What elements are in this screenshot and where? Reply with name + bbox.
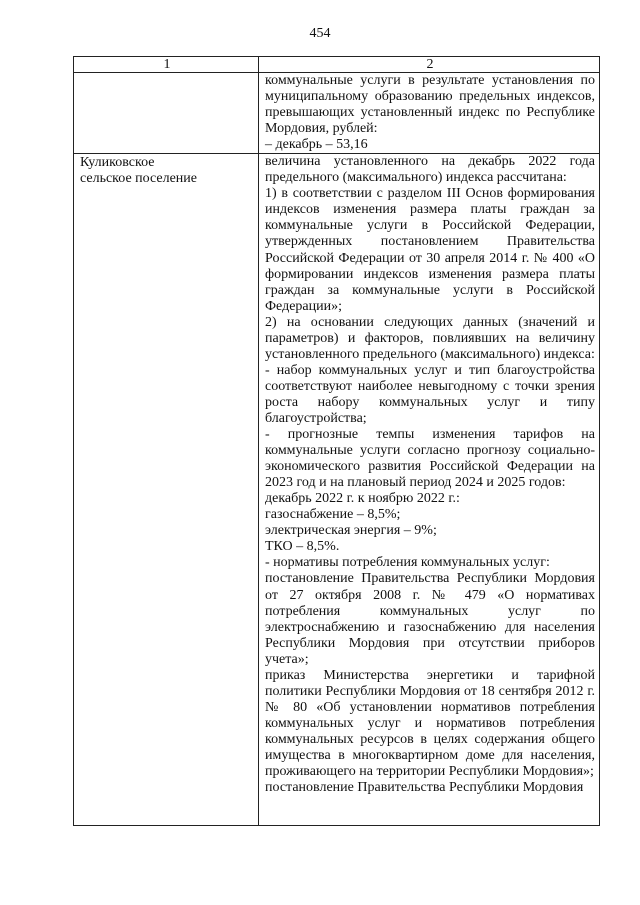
paragraph: - нормативы потребления коммунальных услуг:: [265, 555, 550, 571]
table-row: [74, 154, 600, 826]
paragraph: - набор коммунальных услуг и тип благоустройства соответствуют наиболее невыгодному с точки зрения роста набору коммунальных услуг и типу благоустройства;: [265, 362, 595, 426]
paragraph: электрическая энергия – 9%;: [265, 523, 437, 539]
paragraph: величина установленного на декабрь 2022 года предельного (максимального) индекса рассчитана:: [265, 154, 595, 186]
paragraph: газоснабжение – 8,5%;: [265, 507, 401, 523]
table-row: [74, 73, 600, 154]
paragraph: - прогнозные темпы изменения тарифов на коммунальные услуги согласно прогнозу социально-экономического развития Российской Федерации на 2023 год и на плановый период 2024 и 2025 годов:: [265, 427, 595, 491]
paragraph: декабрь 2022 г. к ноябрю 2022 г.:: [265, 491, 460, 507]
paragraph: постановление Правительства Республики Мордовия: [265, 780, 584, 796]
municipality-name-line: Куликовское: [80, 155, 155, 171]
description-cell: [259, 73, 600, 154]
municipality-cell: [74, 73, 259, 154]
table-header-row: [74, 57, 600, 73]
column-header-1: 1: [74, 57, 259, 73]
paragraph: 2) на основании следующих данных (значений и параметров) и факторов, повлиявших на величину установленного предельного (максимального) индекса:: [265, 314, 595, 362]
municipality-cell: [74, 154, 259, 826]
index-table: [73, 56, 600, 826]
paragraph: постановление Правительства Республики Мордовия от 27 октября 2008 г. № 479 «О нормативах потребления коммунальных услуг по электроснабжению и газоснабжению для населения Республики Мордовия при отсутствии приборов учета»;: [265, 571, 595, 667]
paragraph: приказ Министерства энергетики и тарифной политики Республики Мордовия от 18 сентября 2012 г. № 80 «Об установлении нормативов потребления коммунальных услуг и нормативов потребления коммунальных ресурсов в целях содержания общего имущества в многоквартирном доме для населения, проживающего на территории Республики Мордовия»;: [265, 667, 595, 780]
municipality-name-line: сельское поселение: [80, 171, 197, 187]
column-header-2: 2: [259, 57, 600, 73]
description-cell: [259, 154, 600, 826]
paragraph: ТКО – 8,5%.: [265, 539, 340, 555]
page-number: 454: [309, 26, 331, 41]
paragraph: коммунальные услуги в результате установления по муниципальному образованию предельных индексов, превышающих установленный индекс по Республике Мордовия, рублей:: [265, 73, 595, 137]
paragraph: 1) в соответствии с разделом III Основ формирования индексов изменения размера платы граждан за коммунальные услуги в Российской Федерации, утвержденных постановлением Правительства Российской Федерации от 30 апреля 2014 г. № 400 «О формировании индексов изменения размера платы граждан за коммунальные услуги в Российской Федерации»;: [265, 186, 595, 314]
paragraph: – декабрь – 53,16: [265, 137, 368, 153]
